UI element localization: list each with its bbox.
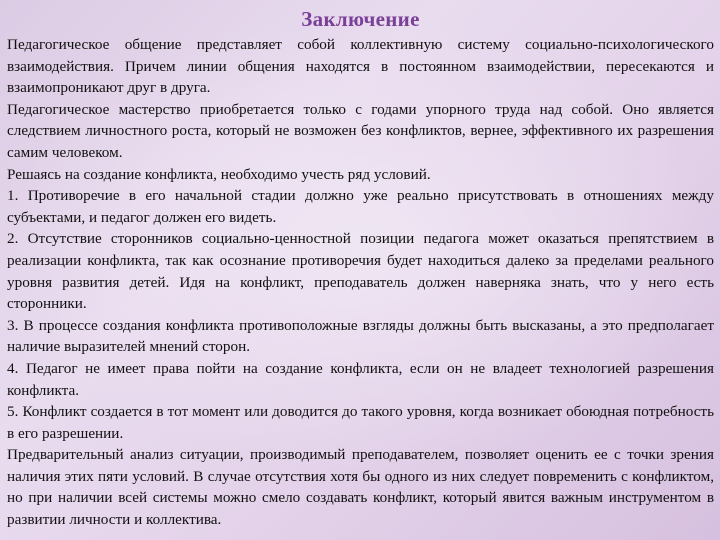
paragraph-conditions-intro: Решаясь на создание конфликта, необходимо учесть ряд условий. bbox=[7, 165, 431, 183]
condition-item-1: 1. Противоречие в его начальной стадии должно уже реально присутствовать в отношениях между субъектами, и педагог должен его видеть. bbox=[7, 187, 714, 226]
paragraph-intro: Педагогическое общение представляет собой коллективную систему социально-психологического взаимодействия. Причем линии общения находятся в постоянном взаимодействии, пересекаются и взаимопроникают друг в друга. bbox=[7, 36, 714, 97]
slide-title: Заключение bbox=[301, 7, 420, 31]
condition-item-5: 5. Конфликт создается в тот момент или доводится до такого уровня, когда возникает обоюдная потребность в его разрешении. bbox=[7, 403, 714, 442]
condition-item-3: 3. В процессе создания конфликта противоположные взгляды должны быть высказаны, а это предполагает наличие выразителей мнений сторон. bbox=[7, 316, 714, 356]
condition-item-2: 2. Отсутствие сторонников социально-ценностной позиции педагога может оказаться препятствием в реализации конфликта, так как осознание противоречия будет находиться далеко за пределами реального уровня развития детей. Идя на конфликт, преподаватель должен наверняка знать, что у него есть сторонники. bbox=[7, 230, 714, 313]
paragraph-mastery: Педагогическое мастерство приобретается только с годами упорного труда над собой. Оно является следствием личностного роста, который не возможен без конфликтов, вернее, эффективного их разрешения самим человеком. bbox=[7, 100, 714, 161]
paragraph-conclusion: Предварительный анализ ситуации, производимый преподавателем, позволяет оценить ее с точки зрения наличия этих пяти условий. В случае отсутствия хотя бы одного из них следует повременить с конфликтом, но при наличии всей системы можно смело создавать конфликт, который явится важным инструментом в развитии личности и коллектива. bbox=[7, 446, 714, 529]
condition-item-4: 4. Педагог не имеет права пойти на создание конфликта, если он не владеет технологией разрешения конфликта. bbox=[7, 359, 714, 399]
